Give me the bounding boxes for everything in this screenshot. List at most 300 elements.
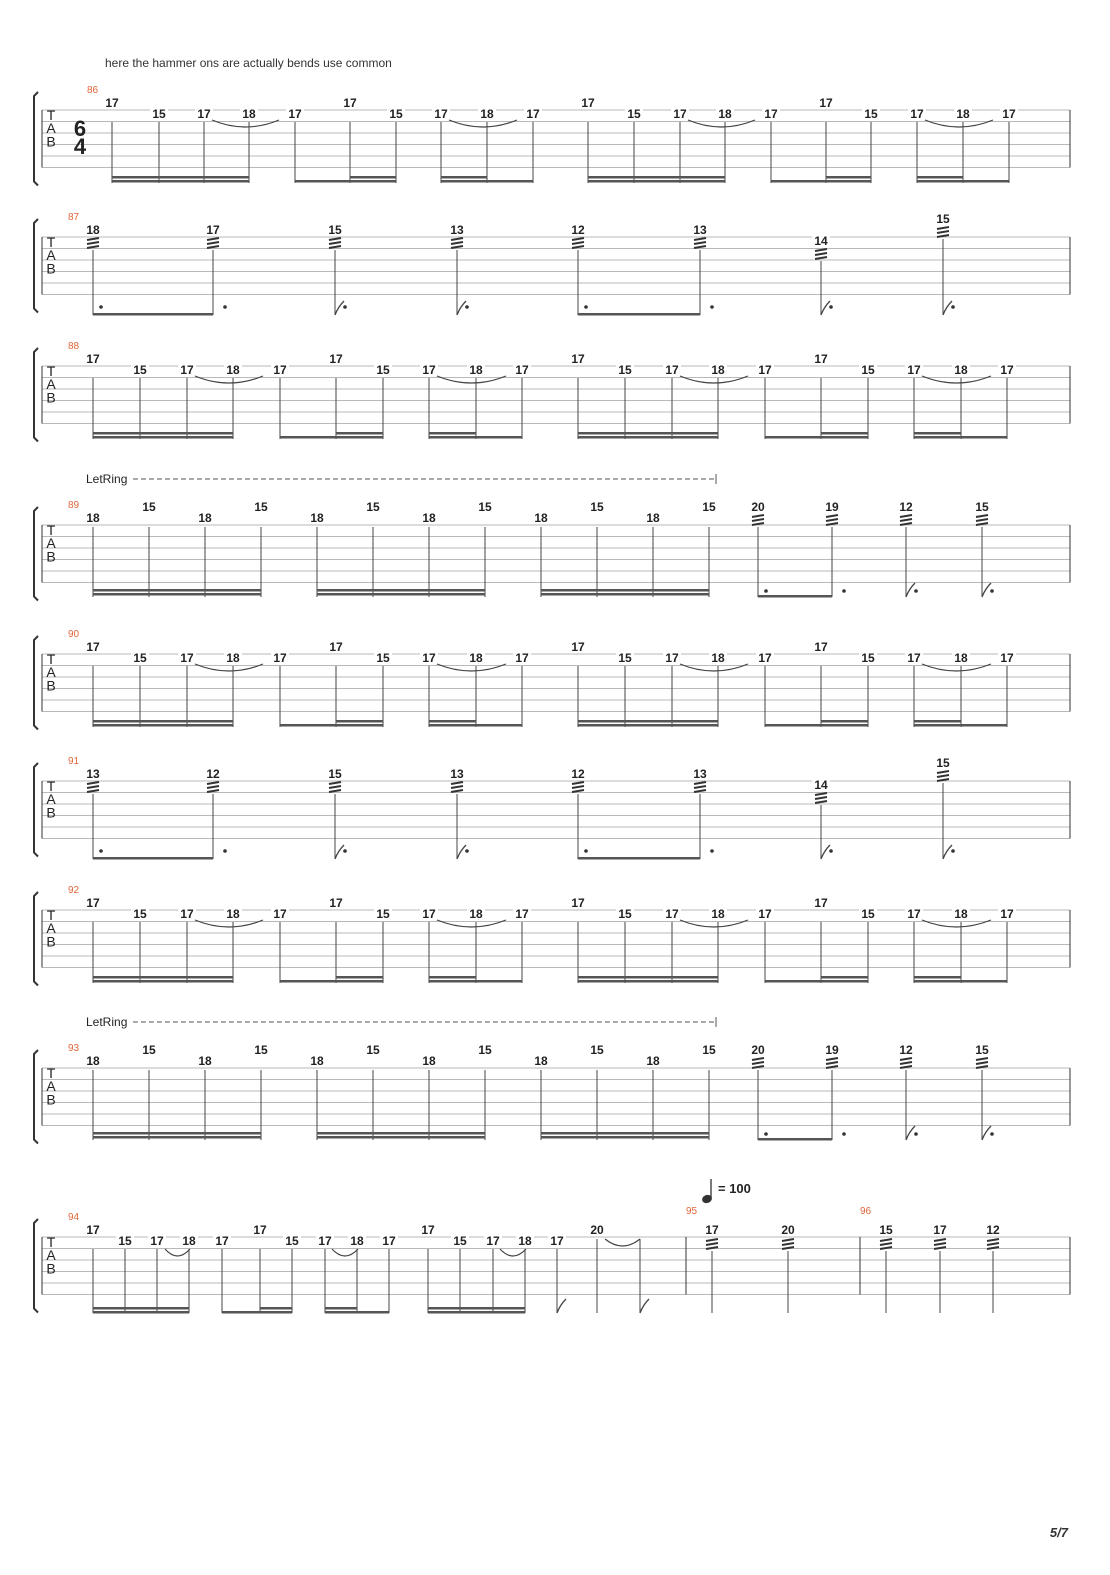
fret-number: 19 xyxy=(825,500,839,514)
dot xyxy=(710,849,714,853)
fret-number: 17 xyxy=(382,1234,396,1248)
fret-number: 18 xyxy=(86,1054,100,1068)
fret-number: 18 xyxy=(954,907,968,921)
fret-number: 18 xyxy=(422,511,436,525)
fret-number: 17 xyxy=(933,1223,947,1237)
tab-letter: A xyxy=(46,664,56,681)
fret-number: 18 xyxy=(86,511,100,525)
fret-number: 13 xyxy=(450,767,464,781)
tremolo-slash xyxy=(207,790,219,792)
fret-number: 18 xyxy=(86,223,100,237)
dot xyxy=(764,1132,768,1136)
beam xyxy=(578,980,718,983)
fret-number: 17 xyxy=(1000,363,1014,377)
fret-number: 12 xyxy=(571,767,585,781)
beam xyxy=(428,1307,525,1310)
fret-number: 15 xyxy=(118,1234,132,1248)
tremolo-slash xyxy=(451,782,463,784)
beam xyxy=(260,1307,292,1310)
measure-number: 87 xyxy=(68,212,80,223)
beam xyxy=(429,980,522,983)
beam xyxy=(578,432,718,435)
beam xyxy=(758,1138,832,1141)
system-bracket xyxy=(34,92,38,186)
note-flag xyxy=(821,845,830,859)
beam xyxy=(914,720,961,723)
tremolo-slash xyxy=(87,782,99,784)
fret-number: 15 xyxy=(975,500,989,514)
tremolo-slash xyxy=(207,246,219,248)
tremolo-slash xyxy=(937,227,949,229)
fret-number: 17 xyxy=(86,640,100,654)
tremolo-slash xyxy=(880,1239,892,1241)
tremolo-slash xyxy=(815,257,827,259)
tremolo-slash xyxy=(87,238,99,240)
page-number: 5/7 xyxy=(1049,1525,1068,1540)
dot xyxy=(914,1132,918,1136)
tremolo-slash xyxy=(572,242,584,244)
tab-letter: B xyxy=(46,933,56,950)
note-flag xyxy=(982,583,991,597)
fret-number: 17 xyxy=(665,907,679,921)
tremolo-slash xyxy=(815,249,827,251)
fret-number: 17 xyxy=(343,96,357,110)
beam xyxy=(280,980,383,983)
fret-number: 15 xyxy=(152,107,166,121)
fret-number: 13 xyxy=(86,767,100,781)
tab-letter: A xyxy=(46,791,56,808)
fret-number: 17 xyxy=(421,1223,435,1237)
beam xyxy=(765,724,868,727)
system-bracket xyxy=(34,219,38,313)
fret-number: 17 xyxy=(253,1223,267,1237)
beam xyxy=(325,1311,389,1314)
tremolo-slash xyxy=(694,242,706,244)
fret-number: 18 xyxy=(534,1054,548,1068)
tab-letter: T xyxy=(46,1234,56,1250)
tie-arc xyxy=(165,1249,190,1256)
note-flag xyxy=(982,1126,991,1140)
beam xyxy=(336,976,383,979)
tremolo-slash xyxy=(694,782,706,784)
measure-number: 95 xyxy=(686,1206,698,1217)
fret-number: 15 xyxy=(254,500,268,514)
tremolo-slash xyxy=(87,786,99,788)
score-comment: here the hammer ons are actually bends use common xyxy=(105,56,392,70)
tremolo-slash xyxy=(987,1239,999,1241)
fret-number: 20 xyxy=(751,500,765,514)
fret-number: 17 xyxy=(907,651,921,665)
beam xyxy=(588,176,725,179)
tremolo-slash xyxy=(572,782,584,784)
tremolo-slash xyxy=(329,782,341,784)
tremolo-slash xyxy=(329,242,341,244)
beam xyxy=(428,1311,525,1314)
beam xyxy=(914,980,1007,983)
fret-number: 15 xyxy=(702,1043,716,1057)
fret-number: 15 xyxy=(133,907,147,921)
tab-letter: T xyxy=(46,907,56,923)
tremolo-slash xyxy=(900,1062,912,1064)
fret-number: 18 xyxy=(242,107,256,121)
beam xyxy=(821,976,868,979)
fret-number: 15 xyxy=(328,767,342,781)
beam xyxy=(93,589,261,592)
fret-number: 15 xyxy=(861,363,875,377)
fret-number: 15 xyxy=(702,500,716,514)
fret-number: 15 xyxy=(133,363,147,377)
tab-letter: A xyxy=(46,120,56,137)
beam xyxy=(317,589,485,592)
fret-number: 17 xyxy=(571,640,585,654)
system-bracket xyxy=(34,892,38,986)
tremolo-slash xyxy=(87,246,99,248)
fret-number: 15 xyxy=(254,1043,268,1057)
fret-number: 17 xyxy=(907,363,921,377)
fret-number: 18 xyxy=(954,651,968,665)
fret-number: 20 xyxy=(590,1223,604,1237)
tremolo-slash xyxy=(987,1243,999,1245)
beam xyxy=(317,593,485,596)
tremolo-slash xyxy=(900,515,912,517)
measure-number: 92 xyxy=(68,885,80,896)
tremolo-slash xyxy=(329,238,341,240)
fret-number: 17 xyxy=(329,896,343,910)
let-ring-label: LetRing xyxy=(86,472,128,486)
tremolo-slash xyxy=(572,238,584,240)
fret-number: 17 xyxy=(907,907,921,921)
measure-number: 94 xyxy=(68,1212,80,1223)
beam xyxy=(317,1136,485,1139)
tremolo-slash xyxy=(815,797,827,799)
beam xyxy=(112,176,249,179)
fret-number: 17 xyxy=(486,1234,500,1248)
beam xyxy=(578,857,700,860)
tremolo-slash xyxy=(782,1243,794,1245)
tremolo-slash xyxy=(329,786,341,788)
system-bracket xyxy=(34,507,38,601)
fret-number: 13 xyxy=(693,223,707,237)
beam xyxy=(93,724,233,727)
beam xyxy=(821,432,868,435)
fret-number: 14 xyxy=(814,778,828,792)
tab-letter: B xyxy=(46,1091,56,1108)
note-flag xyxy=(335,845,344,859)
beam xyxy=(325,1307,357,1310)
tab-letter: A xyxy=(46,376,56,393)
tremolo-slash xyxy=(87,790,99,792)
system-bracket xyxy=(34,348,38,442)
fret-number: 17 xyxy=(434,107,448,121)
beam xyxy=(578,976,718,979)
beam xyxy=(429,720,476,723)
tie-arc xyxy=(605,1239,640,1246)
note-flag xyxy=(906,583,915,597)
dot xyxy=(914,589,918,593)
fret-number: 15 xyxy=(389,107,403,121)
tab-letter: A xyxy=(46,247,56,264)
tab-letter: T xyxy=(46,778,56,794)
tremolo-slash xyxy=(937,775,949,777)
beam xyxy=(914,976,961,979)
tremolo-slash xyxy=(826,1058,838,1060)
tab-letter: B xyxy=(46,389,56,406)
fret-number: 17 xyxy=(422,907,436,921)
tie-arc xyxy=(500,1249,526,1256)
beam xyxy=(917,180,1009,183)
dot xyxy=(829,305,833,309)
fret-number: 17 xyxy=(673,107,687,121)
fret-number: 13 xyxy=(450,223,464,237)
fret-number: 18 xyxy=(956,107,970,121)
beam xyxy=(821,720,868,723)
tremolo-slash xyxy=(451,242,463,244)
fret-number: 15 xyxy=(879,1223,893,1237)
tremolo-slash xyxy=(752,1062,764,1064)
fret-number: 18 xyxy=(310,511,324,525)
fret-number: 17 xyxy=(758,651,772,665)
fret-number: 18 xyxy=(469,363,483,377)
fret-number: 15 xyxy=(366,500,380,514)
fret-number: 18 xyxy=(226,651,240,665)
tremolo-slash xyxy=(451,238,463,240)
beam xyxy=(765,436,868,439)
tempo-marking: = 100 xyxy=(718,1181,751,1196)
tremolo-slash xyxy=(694,246,706,248)
note-flag xyxy=(457,301,466,315)
beam xyxy=(93,976,233,979)
fret-number: 17 xyxy=(273,363,287,377)
fret-number: 18 xyxy=(422,1054,436,1068)
beam xyxy=(429,432,476,435)
tremolo-slash xyxy=(826,515,838,517)
fret-number: 17 xyxy=(197,107,211,121)
beam xyxy=(541,1132,709,1135)
note-flag xyxy=(906,1126,915,1140)
tremolo-slash xyxy=(815,801,827,803)
beam xyxy=(765,980,868,983)
fret-number: 17 xyxy=(86,352,100,366)
tremolo-slash xyxy=(451,790,463,792)
beam xyxy=(578,724,718,727)
tab-letter: T xyxy=(46,1065,56,1081)
tremolo-slash xyxy=(87,242,99,244)
tremolo-slash xyxy=(207,238,219,240)
fret-number: 18 xyxy=(469,651,483,665)
tremolo-slash xyxy=(900,1058,912,1060)
fret-number: 18 xyxy=(198,511,212,525)
fret-number: 17 xyxy=(758,363,772,377)
tremolo-slash xyxy=(752,515,764,517)
fret-number: 15 xyxy=(864,107,878,121)
system-bracket xyxy=(34,1050,38,1144)
beam xyxy=(541,593,709,596)
tremolo-slash xyxy=(826,1062,838,1064)
beam xyxy=(350,176,396,179)
fret-number: 17 xyxy=(910,107,924,121)
tremolo-slash xyxy=(815,793,827,795)
tremolo-slash xyxy=(451,786,463,788)
note-flag xyxy=(943,301,952,315)
tremolo-slash xyxy=(782,1239,794,1241)
fret-number: 17 xyxy=(273,907,287,921)
beam xyxy=(578,720,718,723)
beam xyxy=(429,976,476,979)
fret-number: 15 xyxy=(376,907,390,921)
tab-letter: B xyxy=(46,1260,56,1277)
note-flag xyxy=(821,301,830,315)
fret-number: 17 xyxy=(764,107,778,121)
tremolo-slash xyxy=(976,1062,988,1064)
fret-number: 15 xyxy=(478,500,492,514)
fret-number: 17 xyxy=(180,651,194,665)
beam xyxy=(93,980,233,983)
tremolo-slash xyxy=(976,515,988,517)
tremolo-slash xyxy=(900,519,912,521)
fret-number: 18 xyxy=(226,907,240,921)
fret-number: 15 xyxy=(142,500,156,514)
fret-number: 15 xyxy=(366,1043,380,1057)
fret-number: 17 xyxy=(150,1234,164,1248)
tremolo-slash xyxy=(572,790,584,792)
tab-letter: T xyxy=(46,107,56,123)
fret-number: 18 xyxy=(711,363,725,377)
fret-number: 15 xyxy=(936,756,950,770)
fret-number: 17 xyxy=(329,640,343,654)
fret-number: 18 xyxy=(226,363,240,377)
tremolo-slash xyxy=(937,771,949,773)
tremolo-slash xyxy=(451,246,463,248)
fret-number: 17 xyxy=(318,1234,332,1248)
beam xyxy=(541,1136,709,1139)
tremolo-slash xyxy=(572,246,584,248)
tremolo-slash xyxy=(329,246,341,248)
dot xyxy=(842,1132,846,1136)
beam xyxy=(914,436,1007,439)
fret-number: 15 xyxy=(328,223,342,237)
beam xyxy=(93,1307,189,1310)
system-bracket xyxy=(34,636,38,730)
fret-number: 15 xyxy=(618,363,632,377)
note-flag xyxy=(457,845,466,859)
fret-number: 12 xyxy=(986,1223,1000,1237)
note-flag xyxy=(557,1299,566,1313)
dot xyxy=(951,305,955,309)
fret-number: 15 xyxy=(627,107,641,121)
fret-number: 18 xyxy=(518,1234,532,1248)
dot xyxy=(990,1132,994,1136)
tab-letter: T xyxy=(46,522,56,538)
tremolo-slash xyxy=(329,790,341,792)
beam xyxy=(771,180,871,183)
measure-number: 90 xyxy=(68,629,80,640)
tie-arc xyxy=(332,1249,358,1256)
beam xyxy=(93,857,213,860)
fret-number: 17 xyxy=(526,107,540,121)
fret-number: 17 xyxy=(86,896,100,910)
beam xyxy=(826,176,871,179)
fret-number: 17 xyxy=(329,352,343,366)
fret-number: 15 xyxy=(133,651,147,665)
fret-number: 15 xyxy=(936,212,950,226)
note-flag xyxy=(335,301,344,315)
tremolo-slash xyxy=(207,782,219,784)
tremolo-slash xyxy=(934,1239,946,1241)
beam xyxy=(578,313,700,316)
beam xyxy=(588,180,725,183)
fret-number: 17 xyxy=(1000,651,1014,665)
tab-letter: T xyxy=(46,651,56,667)
fret-number: 18 xyxy=(711,651,725,665)
dot xyxy=(343,849,347,853)
measure-number: 96 xyxy=(860,1206,872,1217)
beam xyxy=(914,432,961,435)
beam xyxy=(280,436,383,439)
tab-letter: B xyxy=(46,677,56,694)
fret-number: 17 xyxy=(705,1223,719,1237)
measure-number: 93 xyxy=(68,1043,80,1054)
system-bracket xyxy=(34,763,38,857)
fret-number: 17 xyxy=(814,896,828,910)
fret-number: 12 xyxy=(899,1043,913,1057)
tab-letter: T xyxy=(46,363,56,379)
beam xyxy=(441,180,533,183)
tremolo-slash xyxy=(706,1239,718,1241)
tremolo-slash xyxy=(976,1058,988,1060)
tremolo-slash xyxy=(880,1243,892,1245)
fret-number: 18 xyxy=(182,1234,196,1248)
fret-number: 17 xyxy=(105,96,119,110)
fret-number: 18 xyxy=(646,511,660,525)
measure-number: 89 xyxy=(68,500,80,511)
fret-number: 12 xyxy=(571,223,585,237)
fret-number: 15 xyxy=(590,1043,604,1057)
tab-letter: B xyxy=(46,548,56,565)
tab-letter: A xyxy=(46,1078,56,1095)
measure-number: 91 xyxy=(68,756,80,767)
fret-number: 17 xyxy=(814,640,828,654)
tremolo-slash xyxy=(694,786,706,788)
dot xyxy=(842,589,846,593)
fret-number: 18 xyxy=(198,1054,212,1068)
let-ring-label: LetRing xyxy=(86,1015,128,1029)
fret-number: 20 xyxy=(751,1043,765,1057)
fret-number: 15 xyxy=(285,1234,299,1248)
beam xyxy=(914,724,1007,727)
note-flag xyxy=(943,845,952,859)
beam xyxy=(112,180,249,183)
fret-number: 18 xyxy=(469,907,483,921)
fret-number: 15 xyxy=(618,907,632,921)
fret-number: 17 xyxy=(273,651,287,665)
fret-number: 17 xyxy=(571,896,585,910)
fret-number: 17 xyxy=(665,651,679,665)
fret-number: 17 xyxy=(515,363,529,377)
fret-number: 15 xyxy=(142,1043,156,1057)
fret-number: 13 xyxy=(693,767,707,781)
beam xyxy=(93,436,233,439)
tremolo-slash xyxy=(976,519,988,521)
tremolo-slash xyxy=(752,1058,764,1060)
fret-number: 17 xyxy=(819,96,833,110)
fret-number: 15 xyxy=(478,1043,492,1057)
tremolo-slash xyxy=(826,519,838,521)
tab-letter: T xyxy=(46,234,56,250)
tab-letter: A xyxy=(46,535,56,552)
fret-number: 17 xyxy=(665,363,679,377)
beam xyxy=(93,720,233,723)
fret-number: 15 xyxy=(861,651,875,665)
